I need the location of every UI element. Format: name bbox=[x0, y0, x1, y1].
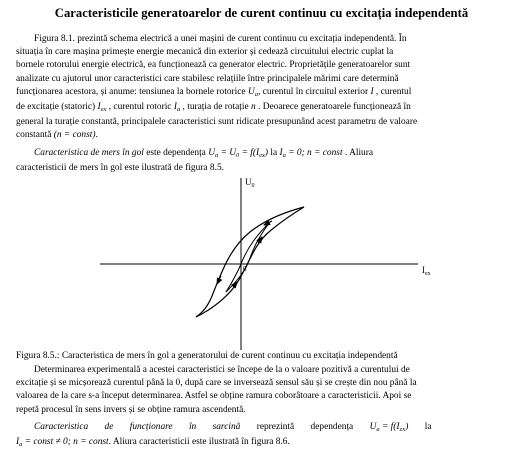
intro-line-2: situația în care mașina primește energie mecanică din exterior și cedează circuitului electric cuplat la bbox=[16, 47, 394, 58]
load-paragraph bbox=[16, 421, 505, 451]
symbol-ua: $U_a$ bbox=[247, 86, 258, 98]
symbol-iex: $I_{ex}$ bbox=[97, 102, 107, 114]
load-formula: $U_a = f(I_{ex})$ bbox=[369, 422, 409, 433]
intro-paragraph bbox=[16, 33, 505, 143]
load-line-2: $I_a$ = const ≠ 0; n = const. Aliura caracteristicii este ilustrată în figura 8.6. bbox=[16, 437, 290, 449]
intro-line-6: de excitație (statoric) $I_{ex}$ , curentul rotoric $I_a$ , turația de rotație n . Deoarece generatoarele funcționează în bbox=[16, 102, 411, 114]
intro-line-1: Figura 8.1. prezintă schema electrică a unei mașini de curent continuu cu excitația independentă. În bbox=[34, 34, 407, 44]
hysteresis-figure bbox=[100, 176, 450, 350]
y-axis-label: $U_0$ bbox=[245, 177, 255, 189]
no-load-characteristic-diagram bbox=[100, 176, 450, 350]
no-load-paragraph bbox=[16, 147, 505, 175]
load-line-1: Caracteristica de funcționare în sarcină reprezintă dependența $U_a = f(I_{ex})$ la bbox=[34, 422, 432, 433]
ascending-branch bbox=[196, 207, 304, 317]
symbol-ia: $I_a$ bbox=[173, 102, 181, 114]
descending-branch bbox=[196, 207, 304, 317]
method-line-1: Determinarea experimentală a acestei caracteristici se începe de la o valoare pozitivă a curentului de bbox=[34, 365, 410, 375]
method-line-2: excitație și se micșorează curentul până la 0, după care se inversează sensul său și se crește din nou până la bbox=[16, 378, 417, 389]
origin-label: 0 bbox=[243, 265, 247, 273]
method-paragraph bbox=[16, 364, 505, 417]
method-line-3: valoarea de la care s-a început determinarea. Astfel se obține ramura coborâtoare a caracteristicii. Apoi se bbox=[16, 391, 412, 402]
symbol-n: n bbox=[251, 102, 256, 113]
method-line-4: repetă procesul în sens invers și se obține ramura ascendentă. bbox=[16, 404, 246, 415]
figure-caption: Figura 8.5.: Caracteristica de mers în gol a generatorului de curent continuu cu excitația independentă bbox=[16, 351, 398, 361]
intro-line-3: bornele rotorului energie electrică, ea funcționează ca generator electric. Proprietățile generatoarelor sunt bbox=[16, 60, 411, 71]
page-title: Caracteristicile generatoarelor de curent continuu cu excitația independentă bbox=[54, 6, 469, 20]
intro-line-5: funcționarea acestora, și anume: tensiunea la bornele rotorice $U_a$, curentul în circuitul exterior I , curentul bbox=[16, 86, 412, 98]
no-load-formula: $U_a = U_0 = f(I_{ex})$ bbox=[208, 148, 269, 159]
load-condition: $I_a$ = const ≠ 0; n = const bbox=[16, 437, 109, 449]
intro-line-7: general la turație constantă, principalele caracteristici sunt ridicate presupunând acest parametru de valoare bbox=[16, 117, 418, 128]
minor-loop-upper bbox=[226, 222, 270, 292]
intro-line-8: constantă (n = const). bbox=[16, 130, 98, 141]
no-load-line-1: Caracteristica de mers în gol este dependența $U_a = U_0 = f(I_{ex})$ la $I_a = 0$; n = const . Aliura bbox=[34, 148, 374, 159]
no-load-line-2: caracteristicii de mers în gol este ilustrată de figura 8.5. bbox=[16, 163, 224, 174]
x-axis-label: $I_{ex}$ bbox=[422, 265, 431, 277]
intro-line-4: analizate cu ajutorul unor caracteristici care stabilesc relațiile între principalele mărimi care determină bbox=[16, 73, 399, 84]
symbol-n-const: (n = const) bbox=[53, 130, 96, 141]
symbol-i: I bbox=[370, 86, 374, 97]
no-load-condition: $I_a = 0$; n = const bbox=[279, 148, 343, 159]
